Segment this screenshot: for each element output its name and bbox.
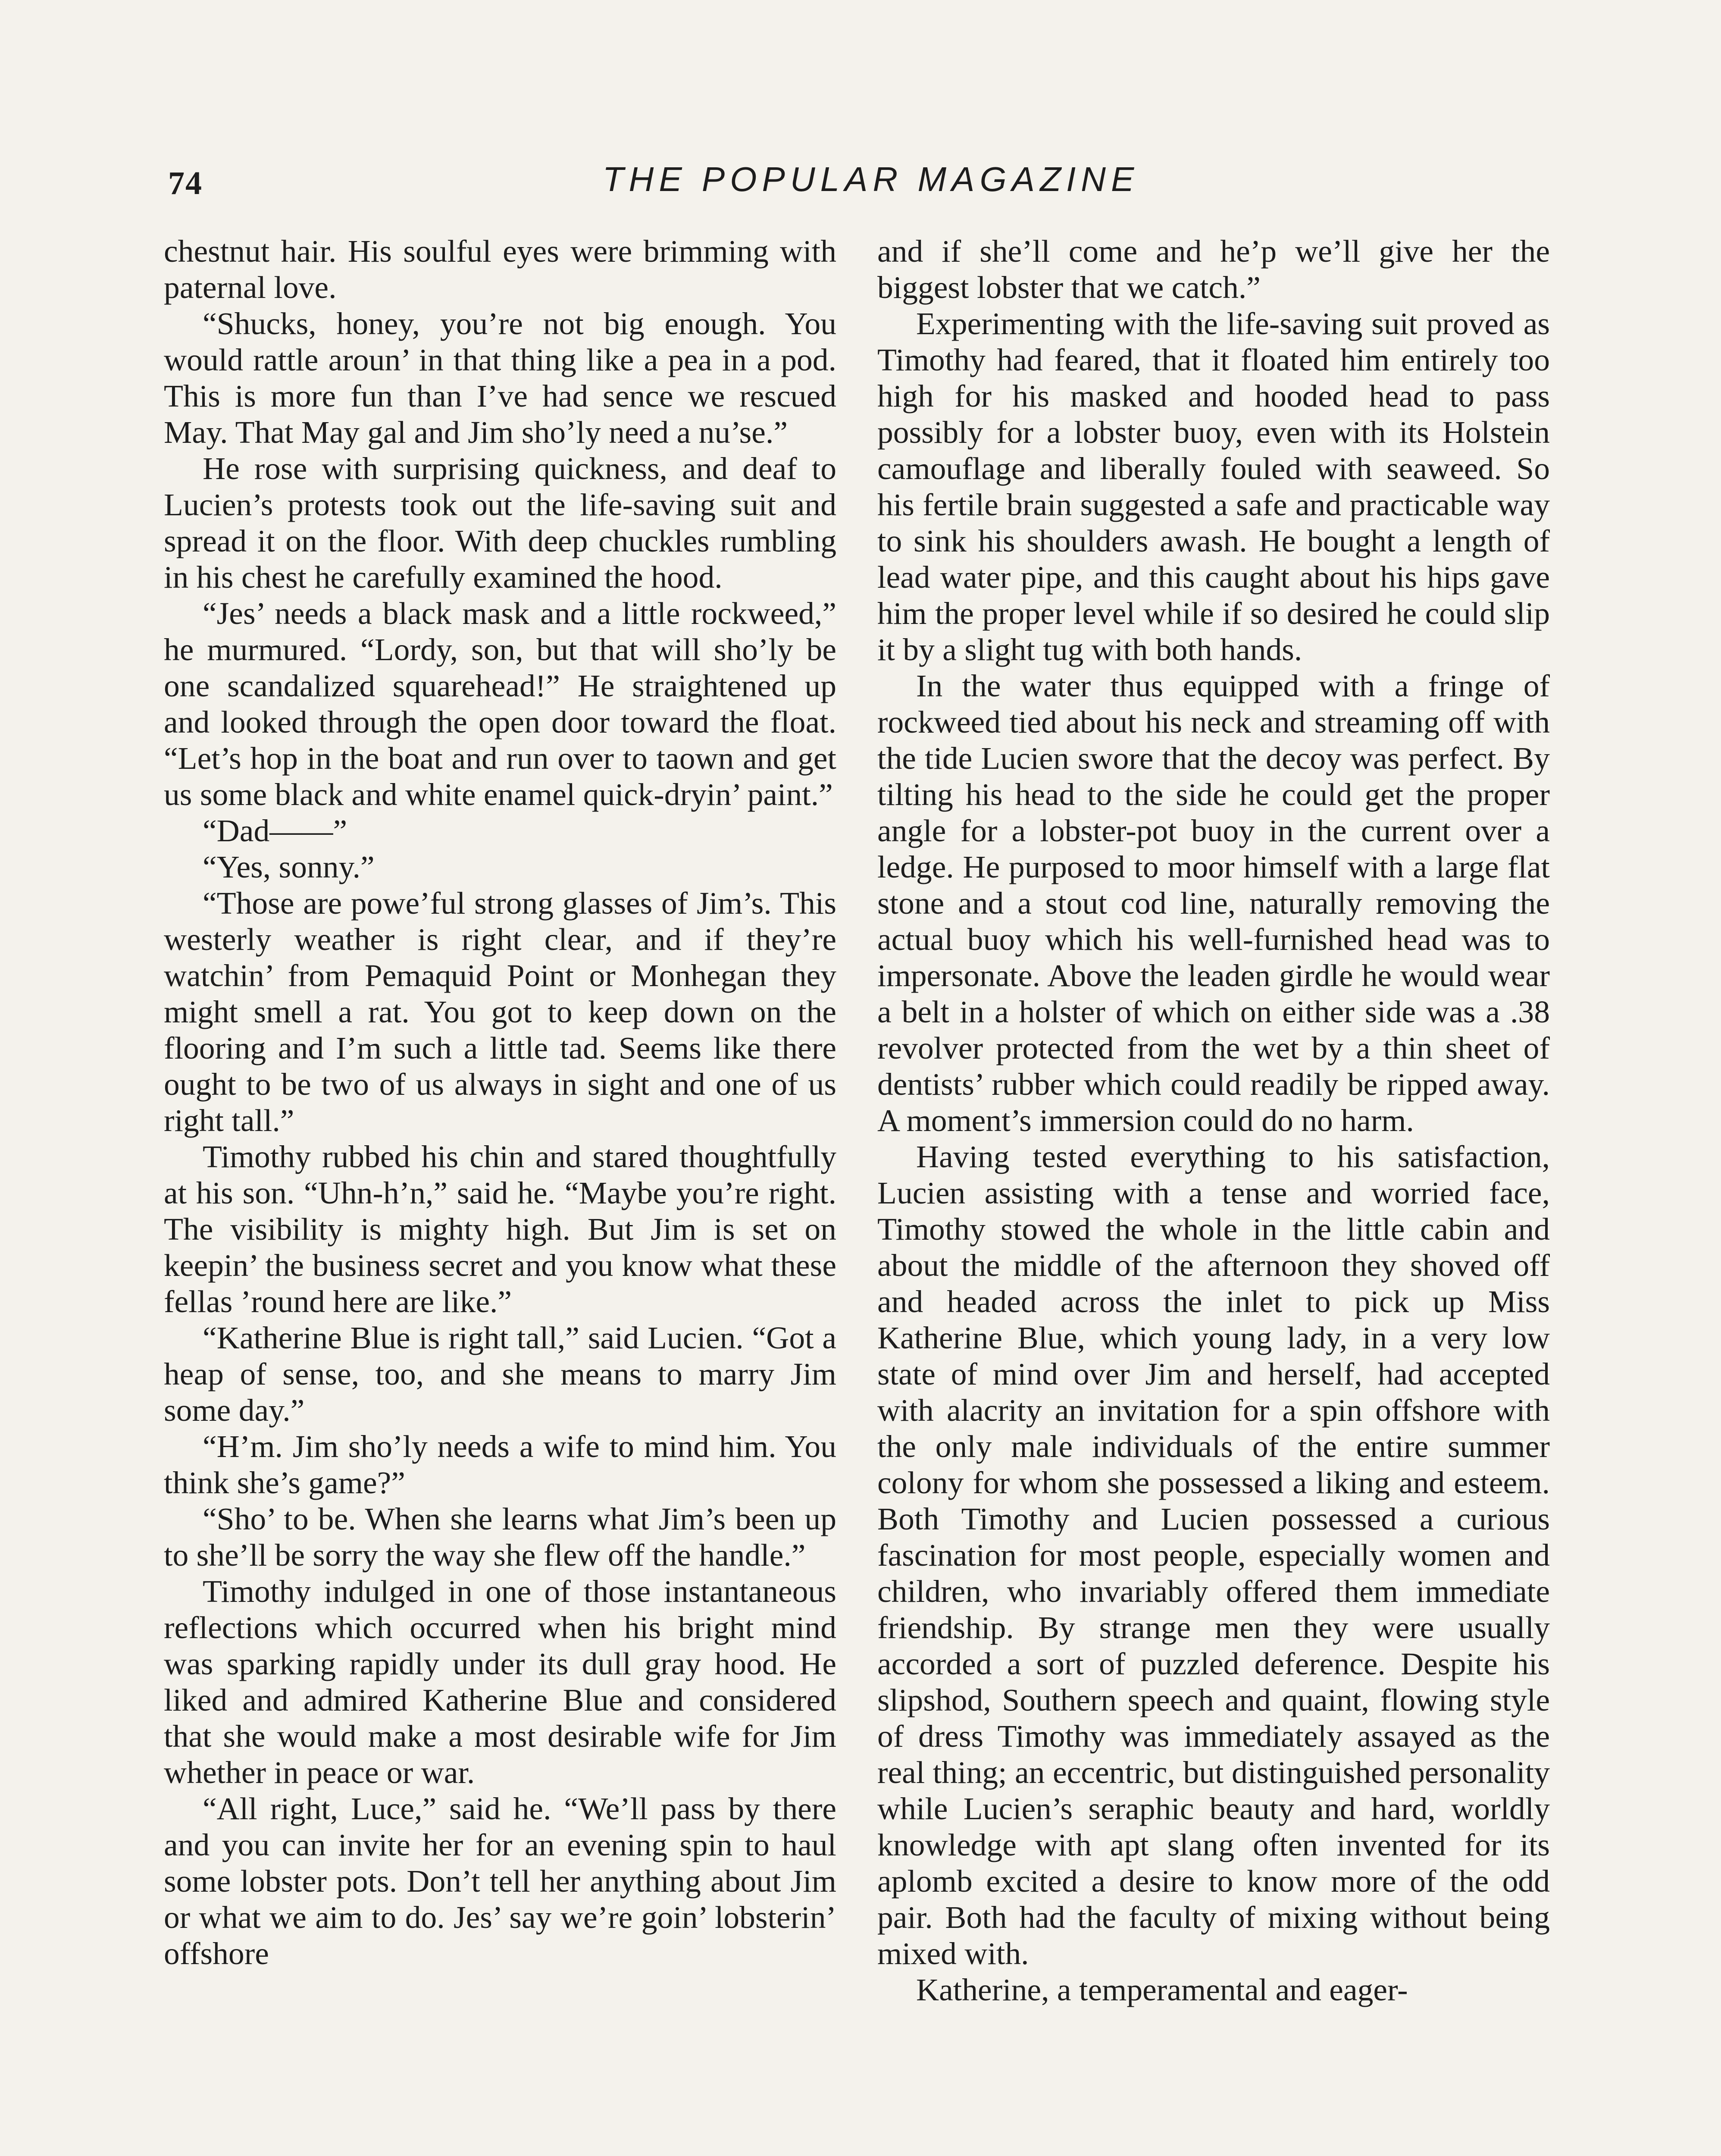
paragraph: “H’m. Jim sho’ly needs a wife to mind him. You think she’s game?”: [164, 1429, 836, 1500]
paragraph: In the water thus equipped with a fringe of rockweed tied about his neck and streaming off with the tide Lucien swore that the decoy was perfect. By tilting his head to the side he could get the proper angle for a lobster-pot buoy in the current over a ledge. He purposed to moor himself with a large flat stone and a stout cod line, naturally removing the actual buoy which his well-furnished head was to impersonate. Above the leaden girdle he would wear a belt in a holster of which on either side was a .38 revolver protected from the wet by a thin sheet of dentists’ rubber which could readily be ripped away. A moment’s immersion could do no harm.: [877, 668, 1550, 1138]
paragraph: Having tested everything to his satisfaction, Lucien assisting with a tense and worried face, Timothy stowed the whole in the little cabin and about the middle of the afternoon they shoved off and headed across the inlet to pick up Miss Katherine Blue, which young lady, in a very low state of mind over Jim and herself, had accepted with alacrity an invitation for a spin offshore with the only male individuals of the entire summer colony for whom she possessed a liking and esteem. Both Timothy and Lucien possessed a curious fascination for most people, especially women and children, who invariably offered them immediate friendship. By strange men they were usually accorded a sort of puzzled deference. Despite his slipshod, Southern speech and quaint, flowing style of dress Timothy was immediately assayed as the real thing; an eccentric, but distinguished personality while Lucien’s seraphic beauty and hard, worldly knowledge with apt slang often invented for its aplomb excited a desire to know more of the odd pair. Both had the faculty of mixing without being mixed with.: [877, 1139, 1550, 1971]
page-header: [168, 160, 1574, 220]
paragraph: and if she’ll come and he’p we’ll give her the biggest lobster that we catch.”: [877, 233, 1550, 305]
left-column: [164, 233, 836, 1971]
paragraph: “Dad——”: [203, 813, 347, 848]
right-column: [877, 233, 1550, 2008]
paragraph: “All right, Luce,” said he. “We’ll pass by there and you can invite her for an evening spin to haul some lobster pots. Don’t tell her anything about Jim or what we aim to do. Jes’ say we’re goin’ lobsterin’ offshore: [164, 1791, 836, 1971]
paragraph: Timothy rubbed his chin and stared thoughtfully at his son. “Uhn-h’n,” said he. “Maybe you’re right. The visibility is mighty high. But Jim is set on keepin’ the business secret and you know what these fellas ’round here are like.”: [164, 1139, 836, 1319]
paragraph: “Those are powe’ful strong glasses of Jim’s. This westerly weather is right clear, and if they’re watchin’ from Pemaquid Point or Monhegan they might smell a rat. You got to keep down on the flooring and I’m such a little tad. Seems like there ought to be two of us always in sight and one of us right tall.”: [164, 885, 836, 1138]
paragraph: “Sho’ to be. When she learns what Jim’s been up to she’ll be sorry the way she flew off the handle.”: [164, 1501, 836, 1573]
paragraph: He rose with surprising quickness, and deaf to Lucien’s protests took out the life-saving suit and spread it on the floor. With deep chuckles rumbling in his chest he carefully examined the hood.: [164, 451, 836, 595]
paragraph: “Jes’ needs a black mask and a little rockweed,” he murmured. “Lordy, son, but that will sho’ly be one scandalized squarehead!” He straightened up and looked through the open door toward the float. “Let’s hop in the boat and run over to taown and get us some black and white enamel quick-dryin’ paint.”: [164, 595, 836, 812]
running-title: THE POPULAR MAGAZINE: [602, 160, 1139, 198]
paragraph: “Yes, sonny.”: [203, 849, 375, 884]
paragraph: “Shucks, honey, you’re not big enough. You would rattle aroun’ in that thing like a pea in a pod. This is more fun than I’ve had sence we rescued May. That May gal and Jim sho’ly need a nu’se.”: [164, 306, 836, 450]
page-number: 74: [168, 165, 203, 201]
paragraph: Katherine, a temperamental and eager-: [916, 1972, 1408, 2007]
paragraph: “Katherine Blue is right tall,” said Lucien. “Got a heap of sense, too, and she means to marry Jim some day.”: [164, 1320, 836, 1428]
paragraph: chestnut hair. His soulful eyes were brimming with paternal love.: [164, 233, 836, 305]
paragraph: Experimenting with the life-saving suit proved as Timothy had feared, that it floated him entirely too high for his masked and hooded head to pass possibly for a lobster buoy, even with its Holstein camouflage and liberally fouled with seaweed. So his fertile brain suggested a safe and practicable way to sink his shoulders awash. He bought a length of lead water pipe, and this caught about his hips gave him the proper level while if so desired he could slip it by a slight tug with both hands.: [877, 306, 1550, 667]
paragraph: Timothy indulged in one of those instantaneous reflections which occurred when his bright mind was sparking rapidly under its dull gray hood. He liked and admired Katherine Blue and considered that she would make a most desirable wife for Jim whether in peace or war.: [164, 1573, 836, 1790]
